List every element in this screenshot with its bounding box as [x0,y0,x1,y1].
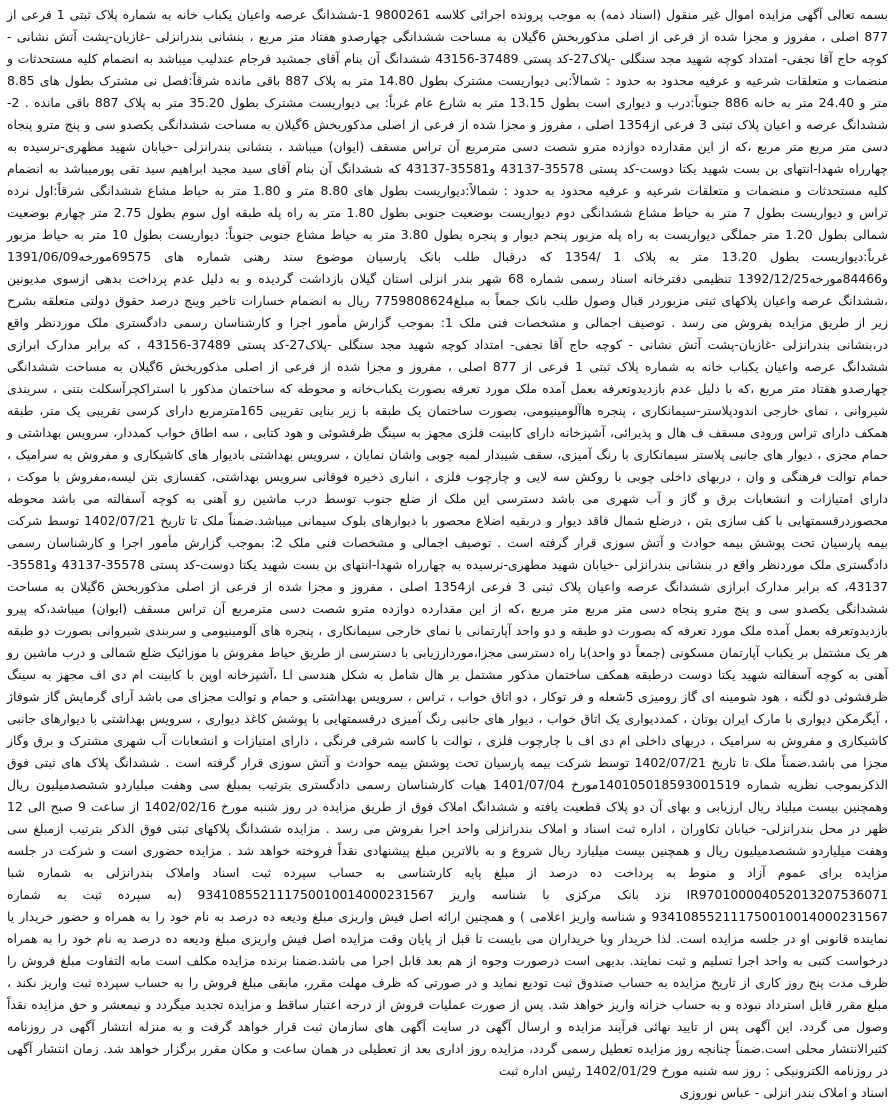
notice-signature: اسناد و املاک بندر انزلی - عباس نوروزی [679,1085,888,1100]
notice-body-text: بسمه تعالی آگهی مزایده اموال غیر منقول (اسناد ذمه) به موجب پرونده اجرائی کلاسه 9800261 1-ششدانگ عرصه واعیان یکباب خانه به شماره پلاک ثبتی 1 فرعی از 877 اصلی ، مفروز و مجزا شده از فرعی از اصلی مذکوربخش 6گیلان به مساحت ششدانگی چهارصدو هفتاد متر مربع ، بنشانی بندرانزلی -غازیان-پشت آتش نشانی - کوچه حاج آقا نجفی- امتداد کوچه شهید مجد سنگلی -پلاک27-کد پستی 37489-43156 ششدانگ آن بنام آقای جمشید فرجام عندلیب میباشد به انضمام کلیه مستحدثات و منضمات و متعلقات شرعیه و عرفیه محدود به حدود : شمالاً:بی دیواریست مشترک بطول 14.80 متر به پلاک 887 باقی مانده شرقاً:فصل نی مشترک بطول های 8.85 متر و 24.40 متر به خانه 886 جنوباً:درب و دیواری است بطول 13.15 متر به شارع عام غرباً: بی دیواریست مشترک بطول 35.20 متر به پلاک 887 باقی مانده . 2-ششدانگ عرصه و اعیان پلاک ثبتی 3 فرعی از1354 اصلی ، مفروز و مجزا شده از فرعی از اصلی مذکوربخش 6گیلان به مساحت ششدانگی یکصدو سی و پنج مترو پنجاه دسی متر مربع متر مربع ،که از این مقدارده دوازده مترو شصت دسی مترمربع آن تراس مسقف (ایوان) میباشد ، بنشانی بندرانزلی -خیابان شهید مطهری-نرسیده به چهارراه شهدا-انتهای بن بست شهید یکتا دوست-کد پستی 35578-43137 و35581-43137 که ششدانگ آن بنام آقای سید مجید ابراهیم سید تقی پورمیباشد به انضمام کلیه مستحدثات و منضمات و متعلقات شرعیه و عرفیه محدود به حدود : شمالاً:دیواریست بطول های 8.80 متر و 1.80 متر به حیاط مشاع ششدانگی شرقاً:اول نرده تراس و دیواریست بطول 7 متر به حیاط مشاع ششدانگی دوم دیواریست بوضعیت جنوبی بطول 1.80 متر به راه پله طبقه اول سوم بطول 2.75 متر چهارم بوضعیت شمالی بطول 1.20 متر جملگی دیواریست به راه پله مزبور پنجم دیوار و پنجره بطول 3.80 متر به حیاط مشاع جنوبی جنوباً: دیواریست بطول 10 متر به حیاط مزبور غرباً:دیواریست بطول 13.20 متر به پلاک 1 /1354 که درقبال طلب بانک پارسیان موضوع سند رهنی شماره های 69575مورخه1391/06/09 و84466مورخه1392/12/25 تنظیمی دفترخانه اسناد رسمی شماره 68 شهر بندر انزلی استان گیلان بازداشت گردیده و به دلیل عدم پرداخت بدهی ازسوی مدیونین ،ششدانگ عرصه واعیان پلاکهای ثبتی مزبوردر قبال وصول طلب بانک جمعاً به مبلغ7759808624 ریال به انضمام خسارات تاخیر وینج درصد حقوق دولتی متعلقه بشرح زیر از طریق مزایده بفروش می رسد . توصیف اجمالی و مشخصات فنی ملک 1: بموجب گزارش مأمور اجرا و کارشناسان رسمی دادگستری ملک موردنظر واقع در،بنشانی بندرانزلی -غازیان-پشت آتش نشانی - کوچه حاج آقا نجفی- امتداد کوچه شهید مجد سنگلی -پلاک27-کد پستی 37489-43156 ، که برابر مدارک ابرازی ششدانگ عرصه واعیان یکباب خانه به شماره پلاک ثبتی 1 فرعی از 877 اصلی ، مفروز و مجزا شده از فرعی از اصلی مذکوربخش 6گیلان به مساحت ششدانگی چهارصدو هفتاد متر مربع ،که با دلیل عدم بازدیدوتعرفه بعمل آمده ملک مورد تعرفه بصورت یکباب‌خانه و محوطه که ساختمان مذکور با استراکچرآسکلت بتنی ، سربندی شیروانی ، نمای خارجی اندودپلاستر-سیمانکاری ، پنجره هاآلومینیومی، بصورت ساختمان یک طبقه با زیر بنایی تقریبی 165مترمربع دارای کرسی تقریبی یک متر، طبقه همکف دارای تراس ورودی مسقف ف هال و پذیرائی، آشپزخانه دارای کابینت فلزی مجهز به سینگ ظرفشوئی و هود کتابی ، سه اطاق خواب کمددار، سرویس بهداشتی و حمام مجزی ، دیوار های جانبی پلاستر سیمانکاری با رنگ آمیزی، سقف شیبدار لمبه چوبی واشان نمایان ، سرویس بهداشتی بادیوار های کاشیکاری و مفروش به سرامیک ، حمام توالت فرهنگی و وان ، دربهای داخلی چوبی با روکش سه لایی و چارچوب فلزی ، انباری ذخیره فوقانی سرویس بهداشتی، کفسازی بتن لیسه،مفروش با موکت ، دارای امتیازات و انشعابات برق و گاز و آب شهری می باشد دسترسی این ملک از ضلع جنوب توسط درب ماشین رو آهنی به کوچه آسفالته می باشد محوطه محصوردرقسمتهایی با کف سازی بتن ، درضلع شمال فاقد دیوار و دربقیه اضلاع محصور با دیوارهای بلوک سیمانی میباشد.ضمناً ملک تا تاریخ 1402/07/21 توسط شرکت بیمه پارسیان تحت پوشش بیمه حوادث و آتش سوزی قرار گرفته است . توصیف اجمالی و مشخصات فنی ملک 2: بموجب گزارش مأمور اجرا و کارشناسان رسمی دادگستری ملک موردنظر واقع در بنشانی بندرانزلی -خیابان شهید مطهری-نرسیده به چهارراه شهدا-انتهای بن بست شهید یکتا دوست-کد پستی 35578-43137 و35581-43137، که برابر مدارک ابرازی ششدانگ عرصه واعیان پلاک ثبتی 3 فرعی از1354 اصلی ، مفروز و مجزا شده از فرعی از اصلی مذکوربخش 6گیلان به مساحت ششدانگی یکصدو سی و پنج مترو پنجاه دسی متر مربع متر مربع ،که از این مقدارده دوازده مترو شصت دسی مترمربع آن تراس مسقف (ایوان) میباشد،که پیرو بازدیدوتعرفه بعمل آمده ملک مورد تعرفه که بصورت دو طبقه و دو واحد آپارتمانی با نمای خارجی سیمانکاری ، پنجره های آلومینیومی و سربندی شیروانی بصورت دو طبقه هر یک مشتمل بر یکباب آپارتمان مسکونی (جمعاً دو واحد)با راه دسترسی مجزا،موردارزیابی با دسترسی از طریق حیاط مفروش با موزائیک ضلع شمالی و درب ماشین رو آهنی به کوچه آسفالته شهید یکتا دوست درطبقه همکف ساختمان مذکور مشتمل بر هال شامل به شکل هندسی اL ،آشپزخانه اوپن با کابینت ام دی اف مجهز به سینگ ظرفشوئی دو لگنه ، هود شومینه ای گاز رومیزی 5شعله و فر توکار ، دو اتاق خواب ، تراس ، سرویس بهداشتی و حمام و توالت مجزای می باشد آرای گرمایش گاز شوفاژ ، آیگرمکن دیواری با مارک ایران بوتان ، کمددیواری یک اتاق خواب ، دیوار های جانبی رنگ آمیزی درقسمتهایی با پوشش کاغذ دیواری ، سرویس بهداشتی با دیوارهای جانبی کاشیکاری و مفروش به سرامیک ، دربهای داخلی ام دی اف با چارچوب فلزی ، توالت با کاسه شرقی فرنگی ، دارای امتیازات و انشعابات آب شهری مشترک و برق وگاز مجزا می باشد.ضمناً ملک تا تاریخ 1402/07/21 توسط شرکت بیمه پارسیان تحت پوشش بیمه حوادث و آتش سوزی قرار گرفته است . ششدانگ پلاک های ثبتی فوق الذکربموجب نظریه شماره 140105018593001519مورخ 1401/07/04 هیات کارشناسان رسمی دادگستری بترتیب بمبلغ سی وهفت میلیاردو ششصدمیلیون ریال وهمچنین بیست میلیاد ریال ارزیابی و بهای آن دو پلاک قطعیت یافته و ششدانگ املاک فوق از طریق مزایده در روز شنبه مورخ 1402/02/16 از ساعت 9 صبح الی 12 ظهر در محل بندرانزلی- خیابان تکاوران ، اداره ثبت اسناد و املاک بندرانزلی واحد اجرا بفروش می رسد . مزایده ششدانگ پلاکهای ثبتی فوق الذکر بترتیب ازمبلغ سی وهفت میلیاردو ششصدمیلیون ریال و همچنین بیست میلیارد ریال شروع و به بالاترین مبلغ پیشنهادی نقداً فروخته خواهد شد . مزایده حضوری است و شرکت در جلسه مزایده برای عموم آزاد و منوط به پرداخت ده درصد از مبلغ پایه کارشناسی به حساب سپرده ثبت اسناد واملاک بندرانزلی به شماره شبا IR970100004052013207536071 نزد بانک مرکزی با شناسه واریز 934108552111750010014000231567 (به سپرده ثبت به شماره 934108552111750010014000231567 و شناسه واریز اعلامی ) و همچنین ارائه اصل فیش واریزی مبلغ ودیعه ده درصد به نام خود را به همراه و حضور خریدار یا نماینده قانونی او در جلسه مزایده است. لذا خریدار ویا خریداران می بایست تا قبل از پایان وقت مزایده اصل فیش واریزی مبلغ ودیعه ده درصد به نام خود را به همراه درخواست کتبی به واحد اجرا تسلیم و ثبت نمایند. بدیهی است درصورت وجوه از هم بعد قابل اجرا می باشد.ضمنا برنده مزایده مکلف است مابه التفاوت مبلغ فروش را ظرف مدت پنج روز کاری از تاریخ مزایده به حساب صندوق ثبت تودیع نماید و در صورتی که ظرف مهلت مقرر، مابقی مبلغ فروش را به حساب سپرده ثبت واریز نکند ، مبلغ مقرر قابل استرداد نبوده و به حساب خزانه واریز خواهد شد. پس از صورت عملیات فروش از درجه اعتبار ساقط و مزایده تجدید میگردد و نیمعشر و حق مزایده نقداً وصول می گردد. این آگهی پس از تایید نهائی فرآیند مزایده و ارسال آگهی در سایت آگهی های سازمان ثبت قرار خواهد گرفت و به منزله انتشار آگهی در روزنامه کثیرالانتشار محلی است.ضمناً چنانچه روز مزایده تعطیل رسمی گردد، مزایده روز اداری بعد از تعطیلی در همان ساعت و مکان مقرر برگزار خواهد شد. زمان انتشار آگهی در روزنامه الکترونیکی : روز سه شنبه مورخ 1402/01/29 رئیس اداره ثبت [7,7,889,1078]
